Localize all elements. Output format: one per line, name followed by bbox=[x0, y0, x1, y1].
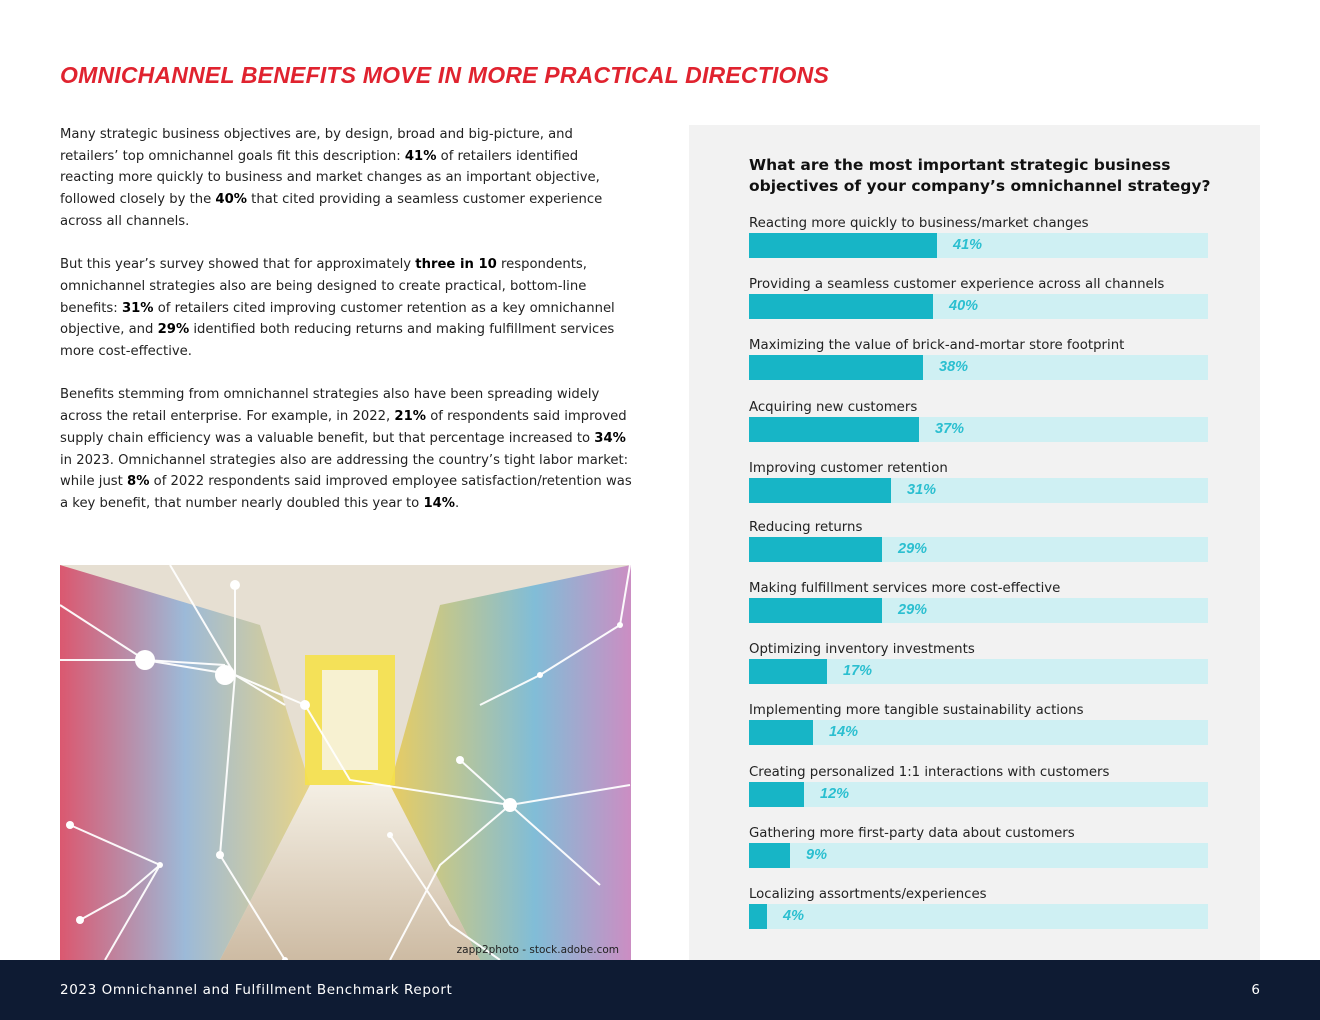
bar-row bbox=[749, 337, 1208, 375]
store-aisle-photo bbox=[60, 565, 631, 960]
bar-value-label: 12% bbox=[820, 786, 850, 802]
bar-row bbox=[749, 641, 1208, 679]
store-aisle-image bbox=[60, 565, 631, 960]
bar-value-label: 9% bbox=[806, 847, 827, 863]
bar-value-label: 29% bbox=[898, 541, 928, 557]
chart-panel bbox=[689, 125, 1260, 960]
highlight-stat: 40% bbox=[215, 192, 247, 208]
body-paragraph-1 bbox=[60, 124, 635, 233]
paragraph-text: But this year’s survey showed that for approximately bbox=[60, 257, 416, 273]
footer bbox=[0, 960, 1320, 1020]
bar-row bbox=[749, 580, 1208, 618]
bar-fill bbox=[749, 598, 882, 623]
bar-track bbox=[749, 355, 1208, 380]
highlight-stat: 29% bbox=[157, 322, 190, 338]
bar-row bbox=[749, 519, 1208, 557]
paragraph-text: identified both reducing returns and making fulfillment services more cost-effective. bbox=[60, 322, 615, 360]
paragraph-text: Benefits stemming from omnichannel strategies also have been spreading widely across the retail enterprise. For example, in 2022, bbox=[60, 387, 600, 425]
bar-fill bbox=[749, 782, 804, 807]
highlight-stat: 31% bbox=[121, 300, 154, 316]
footer-page-number: 6 bbox=[1251, 982, 1260, 998]
bar-track bbox=[749, 233, 1208, 258]
bar-value-label: 17% bbox=[843, 663, 873, 679]
paragraph-text: respondents, omnichannel strategies also are being designed to create practical, bottom-line benefits: bbox=[60, 257, 587, 316]
bar-value-label: 41% bbox=[953, 237, 983, 253]
bar-fill bbox=[749, 659, 827, 684]
bar-category-label: Reducing returns bbox=[749, 520, 863, 535]
bar-row bbox=[749, 825, 1208, 863]
bar-row bbox=[749, 399, 1208, 437]
bar-value-label: 29% bbox=[898, 602, 928, 618]
paragraph-text: of retailers cited improving customer retention as a key omnichannel objective, and bbox=[60, 300, 615, 338]
bar-row bbox=[749, 460, 1208, 498]
bar-value-label: 14% bbox=[829, 724, 859, 740]
highlight-stat: 41% bbox=[404, 148, 437, 164]
bar-track bbox=[749, 417, 1208, 442]
paragraph-text: in 2023. Omnichannel strategies also are addressing the country’s tight labor market: while just bbox=[60, 452, 629, 490]
bar-fill bbox=[749, 843, 790, 868]
highlight-stat: 14% bbox=[423, 495, 456, 511]
bar-fill bbox=[749, 537, 882, 562]
body-paragraph-2 bbox=[60, 254, 635, 363]
bar-fill bbox=[749, 720, 813, 745]
bar-category-label: Reacting more quickly to business/market changes bbox=[749, 216, 1089, 231]
highlight-stat: 8% bbox=[127, 474, 150, 490]
bar-track bbox=[749, 598, 1208, 623]
bar-track bbox=[749, 478, 1208, 503]
bar-value-label: 40% bbox=[949, 298, 979, 314]
photo-credit: zapp2photo - stock.adobe.com bbox=[456, 944, 619, 956]
bar-category-label: Optimizing inventory investments bbox=[749, 642, 975, 657]
bar-category-label: Providing a seamless customer experience across all channels bbox=[749, 277, 1165, 292]
bar-track bbox=[749, 904, 1208, 929]
bar-fill bbox=[749, 904, 767, 929]
highlight-stat: three in 10 bbox=[415, 257, 497, 273]
bar-track bbox=[749, 720, 1208, 745]
bar-track bbox=[749, 782, 1208, 807]
paragraph-text: Many strategic business objectives are, by design, broad and big-picture, and retailers’ top omnichannel goals fit this description: bbox=[60, 127, 573, 164]
bar-track bbox=[749, 843, 1208, 868]
bar-value-label: 38% bbox=[939, 359, 969, 375]
bar-row bbox=[749, 215, 1208, 253]
body-text bbox=[60, 124, 635, 536]
paragraph-text: of 2022 respondents said improved employee satisfaction/retention was a key benefit, that number nearly doubled this year to bbox=[60, 474, 632, 511]
page-title: OMNICHANNEL BENEFITS MOVE IN MORE PRACTICAL DIRECTIONS bbox=[60, 62, 829, 88]
bar-fill bbox=[749, 417, 919, 442]
paragraph-text: that cited providing a seamless customer experience across all channels. bbox=[60, 192, 603, 229]
bar-category-label: Maximizing the value of brick-and-mortar store footprint bbox=[749, 338, 1125, 353]
paragraph-text: . bbox=[455, 495, 460, 511]
bar-fill bbox=[749, 294, 933, 319]
bar-value-label: 37% bbox=[935, 421, 965, 437]
bar-row bbox=[749, 886, 1208, 924]
paragraph-text: of retailers identified reacting more quickly to business and market changes as an important objective, followed closely by the bbox=[60, 148, 600, 208]
bar-category-label: Making fulfillment services more cost-effective bbox=[749, 581, 1061, 596]
bar-category-label: Implementing more tangible sustainability actions bbox=[749, 703, 1084, 718]
footer-report-title: 2023 Omnichannel and Fulfillment Benchmark Report bbox=[60, 982, 453, 998]
bar-category-label: Acquiring new customers bbox=[749, 400, 918, 415]
bar-value-label: 31% bbox=[907, 482, 937, 498]
bar-fill bbox=[749, 478, 891, 503]
highlight-stat: 34% bbox=[594, 430, 626, 446]
bar-category-label: Localizing assortments/experiences bbox=[749, 887, 987, 902]
bar-category-label: Improving customer retention bbox=[749, 461, 948, 476]
chart-title: What are the most important strategic business objectives of your company’s omnichannel strategy? bbox=[749, 156, 1211, 195]
body-paragraph-3 bbox=[60, 384, 635, 514]
bar-row bbox=[749, 764, 1208, 802]
bar-fill bbox=[749, 355, 923, 380]
bar-category-label: Gathering more first-party data about customers bbox=[749, 826, 1075, 841]
bar-row bbox=[749, 276, 1208, 314]
bar-value-label: 4% bbox=[783, 908, 804, 924]
bar-category-label: Creating personalized 1:1 interactions with customers bbox=[749, 765, 1110, 780]
bar-track bbox=[749, 294, 1208, 319]
bar-fill bbox=[749, 233, 937, 258]
bar-track bbox=[749, 659, 1208, 684]
bar-track bbox=[749, 537, 1208, 562]
bar-row bbox=[749, 702, 1208, 740]
highlight-stat: 21% bbox=[394, 409, 426, 425]
paragraph-text: of respondents said improved supply chain efficiency was a valuable benefit, but that percentage increased to bbox=[60, 409, 627, 446]
